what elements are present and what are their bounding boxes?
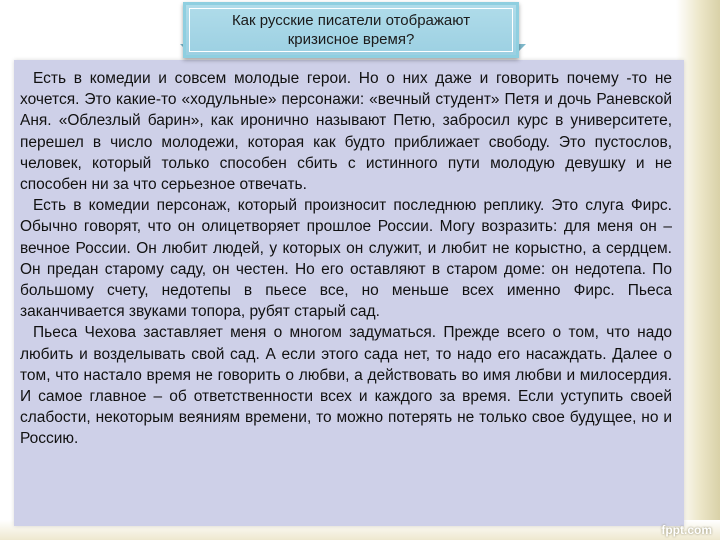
title-banner [183,2,519,58]
title-line-1: Как русские писатели отображают [231,12,471,29]
slide-body [20,68,672,450]
paragraph-2: Есть в комедии персонаж, который произносит последнюю реплику. Это слуга Фирс. Обычно говорят, что он олицетворяет прошлое России. Могу возразить: для меня он – вечное России. Он любит людей, у которых он служит, и любит не корыстно, а сердцем. Он предан старому саду, он честен. Но его оставляют в старом доме: он недотепа. По большому счету, недотепы в пьесе все, но меньше всех именно Фирс. Пьеса заканчивается звуками топора, рубят старый сад. [20,197,672,321]
paragraph-3: Пьеса Чехова заставляет меня о многом задуматься. Прежде всего о том, что надо любить и возделывать свой сад. А если этого сада нет, то надо его насаждать. Далее о том, что настало время не говорить о любви, а действовать во имя любви и милосердия. И самое главное – об ответственности всех и каждого за время. Если уступить своей слабости, некоторым веяниям времени, то можно потерять не только свое будущее, но и Россию. [20,324,672,448]
watermark: fppt.com [661,523,712,537]
slide-title [186,11,516,49]
title-line-2: кризисное время? [287,31,415,48]
paragraph-1: Есть в комедии и совсем молодые герои. Но о них даже и говорить почему -то не хочется. Это какие-то «ходульные» персонажи: «вечный студент» Петя и дочь Раневской Аня. «Облезлый барин», как иронично называют Петю, забросил курс в университете, перешел в число молодежи, которая как будто приближает свободу. Это пустослов, человек, который только способен сбить с истинного пути молодую девушку и не способен ни за что серьезное отвечать. [20,70,672,194]
